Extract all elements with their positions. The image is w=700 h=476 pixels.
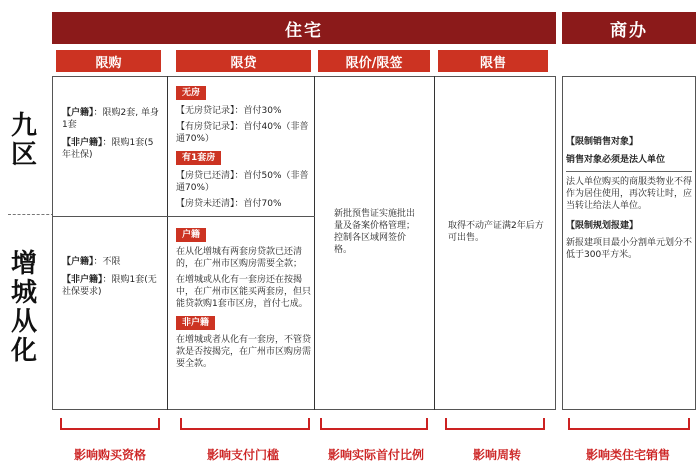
bracket-3 <box>320 418 428 430</box>
region-zengcheng-conghua <box>2 250 46 366</box>
price-limit-header: 限价/限签 <box>318 50 430 72</box>
purchase-limit-header: 限购 <box>56 50 161 72</box>
loan-line-2: 【有房贷记录】：首付40%（非普通70%） <box>176 122 309 144</box>
loan-nine-cell <box>176 80 312 210</box>
purchase-zc-cell <box>62 256 162 298</box>
loan-zc-cell <box>176 222 312 370</box>
nonhukou-label: 【非户籍】 <box>62 275 103 285</box>
nonhukou-value: ：限购1套(5年社保) <box>62 138 154 160</box>
commercial-bold-1: 销售对象必须是法人单位 <box>566 155 666 165</box>
price-limit-text: 新批预售证实施批出量及备案价格管理；控制各区域网签价格。 <box>334 209 416 255</box>
commercial-header: 商办 <box>562 12 696 44</box>
impact-commercial: 影响类住宅销售 <box>585 448 670 462</box>
commercial-text-2: 新报建项目最小分割单元划分不低于300平方米。 <box>566 238 693 260</box>
nonhukou-label: 【非户籍】 <box>62 138 103 148</box>
col-sep-1 <box>167 76 168 410</box>
region-nine-districts <box>2 112 46 170</box>
nonhukou-value: ：限购1套(无社保要求) <box>62 275 157 297</box>
bracket-2 <box>180 418 310 430</box>
impact-payment: 影响支付门槛 <box>206 448 279 462</box>
col-sep-3 <box>434 76 435 410</box>
residential-header: 住宅 <box>52 12 556 44</box>
impact-downpayment: 影响实际首付比例 <box>327 448 424 462</box>
loan-line-4: 【房贷未还清】：首付70% <box>176 199 282 209</box>
sale-limit-text: 取得不动产证满2年后方可出售。 <box>448 221 544 243</box>
bracket-1 <box>60 418 160 430</box>
tag-one-house: 有1套房 <box>176 151 221 165</box>
purchase-zc-nonhukou <box>62 274 162 298</box>
tag-no-house: 无房 <box>176 86 206 100</box>
loan-zc-para-2: 在增城或从化有一套房还在按揭中，在广州市区能买两套房，但只能贷款购1套市区房，首付七成。 <box>176 275 312 309</box>
impact-purchase: 影响购买资格 <box>73 448 146 462</box>
loan-limit-header: 限贷 <box>176 50 311 72</box>
row-sep <box>52 216 315 217</box>
purchase-nine-cell <box>62 107 162 161</box>
col-sep-2 <box>314 76 315 410</box>
commercial-text-1: 法人单位购买的商服类物业不得作为居住使用，再次转让时，应当转让给法人单位。 <box>566 177 693 211</box>
tag-hukou: 户籍 <box>176 228 206 242</box>
commercial-divider <box>566 171 692 172</box>
sale-limit-header: 限售 <box>438 50 548 72</box>
commercial-cell <box>566 136 692 261</box>
tag-non-hukou: 非户籍 <box>176 316 215 330</box>
hukou-label: 【户籍】 <box>62 108 94 118</box>
region-divider <box>8 214 54 215</box>
impact-turnover: 影响周转 <box>472 448 521 462</box>
hukou-value: ：限购2套, 单身1套 <box>62 108 159 130</box>
purchase-nine-hukou <box>62 107 162 131</box>
hukou-label: 【户籍】 <box>62 257 94 267</box>
commercial-heading-1: 【限制销售对象】 <box>566 137 639 147</box>
loan-line-3: 【房贷已还清】：首付50%（非普通70%） <box>176 171 309 193</box>
region-zc-label: 增城从化 <box>10 249 37 366</box>
purchase-nine-nonhukou <box>62 137 162 161</box>
hukou-value: ：不限 <box>93 257 121 267</box>
loan-zc-para-1: 在从化增城有两套房贷款已还清的，在广州市区购房需要全款； <box>176 247 303 269</box>
loan-line-1: 【无房贷记录】：首付30% <box>176 106 282 116</box>
bracket-4 <box>445 418 545 430</box>
region-nine-label: 九区 <box>10 111 37 170</box>
bracket-5 <box>568 418 690 430</box>
loan-zc-para-3: 在增城或者从化有一套房，不管贷款是否按揭完，在广州市区购房需要全款。 <box>176 335 312 369</box>
commercial-heading-2: 【限制规划报建】 <box>566 221 639 231</box>
purchase-zc-hukou <box>62 256 162 268</box>
